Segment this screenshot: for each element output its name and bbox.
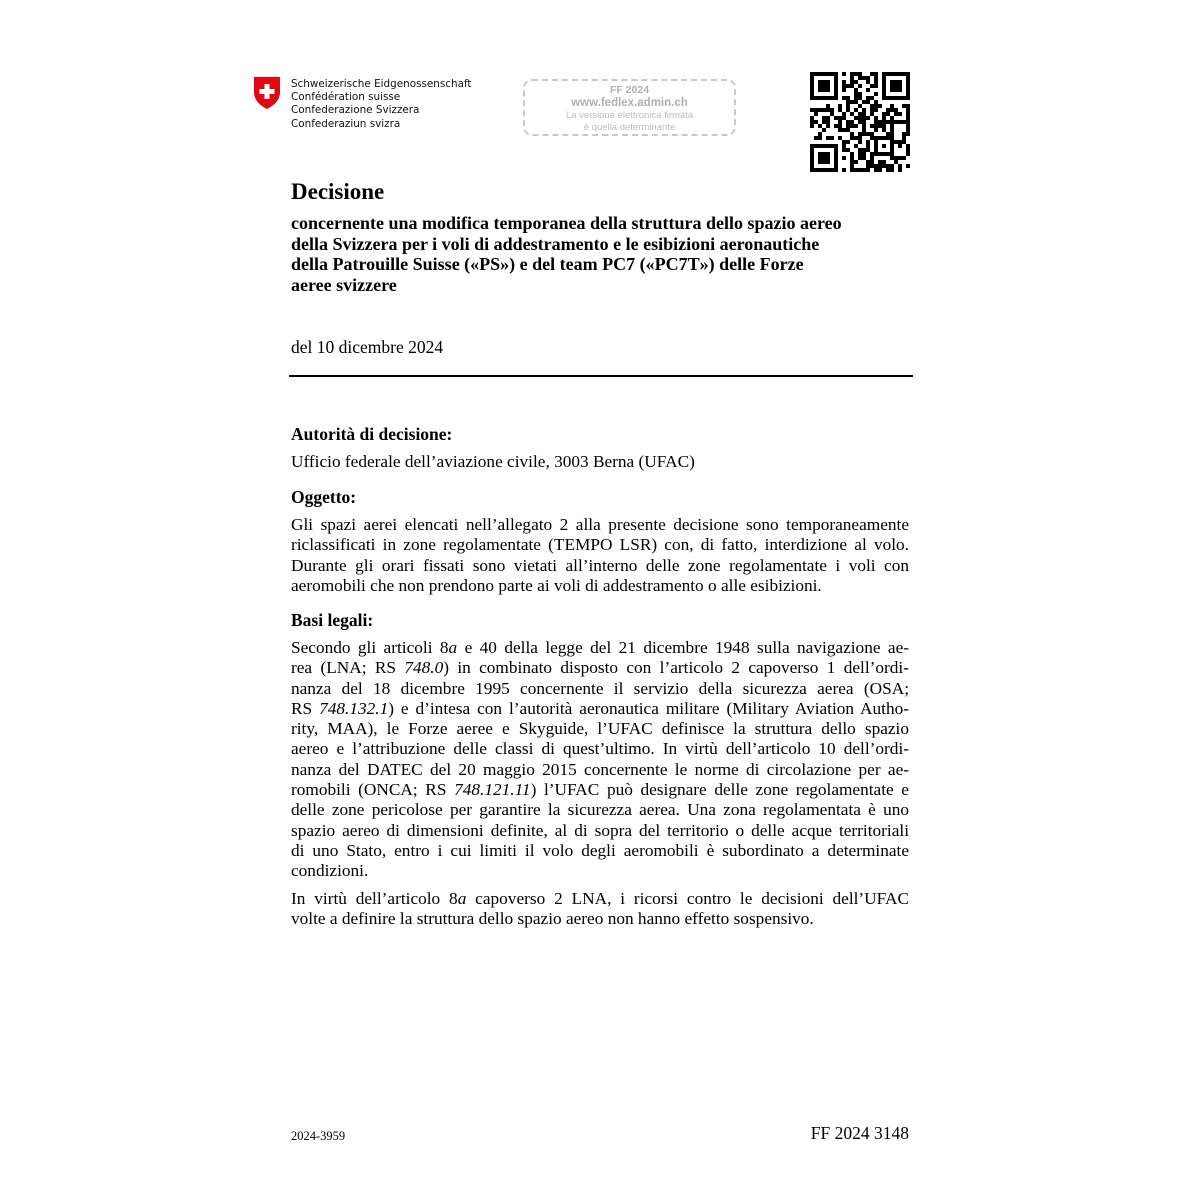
text-line: aeromobili che non prendono parte ai voli di addestramento o alle esibizioni.	[291, 575, 822, 595]
text-line: RS 748.132.1) e d’intesa con l’autorità aeronautica militare (Military Aviation Autho-	[291, 698, 909, 718]
document-number: 2024-3959	[291, 1129, 346, 1143]
text-line: delle zone pericolose per garantire la sicurezza aerea. Una zona regolamentata è uno	[291, 800, 909, 820]
stamp-line-4: è quella determinante	[583, 121, 676, 133]
subtitle-line: aeree svizzere	[291, 274, 397, 295]
subtitle-line: della Patrouille Suisse («PS») e del team PC7 («PC7T») delle Forze	[291, 254, 804, 274]
stamp-line-3: La versione elettronica firmata	[565, 110, 694, 121]
confederation-name-fr: Confédération suisse	[291, 91, 401, 104]
text-line: Secondo gli articoli 8a e 40 della legge del 21 dicembre 1948 sulla navigazione ae-	[291, 638, 909, 657]
document-title: Decisione	[291, 179, 385, 204]
authority-line: Ufficio federale dell’aviazione civile, 3003 Berna (UFAC)	[291, 452, 695, 471]
text-line: romobili (ONCA; RS 748.121.11) l’UFAC può designare delle zone regolamentate e	[291, 780, 909, 800]
text-line: In virtù dell’articolo 8a capoverso 2 LNA, i ricorsi contro le decisioni dell’UFAC	[291, 889, 909, 908]
legal-basis-heading: Basi legali:	[291, 610, 374, 630]
subtitle-line: concernente una modifica temporanea della struttura dello spazio aereo	[291, 213, 842, 233]
document-subtitle	[291, 213, 931, 295]
title-divider	[289, 375, 913, 377]
stamp-line-1: FF 2024	[609, 84, 650, 96]
confederation-names	[291, 78, 472, 131]
confederation-name-rm: Confederaziun svizra	[291, 117, 401, 130]
text-line: Gli spazi aerei elencati nell’allegato 2 alla presente decisione sono temporaneamente	[291, 515, 909, 534]
text-line: riclassificati in zone regolamentate (TEMPO LSR) con, di fatto, interdizione al volo.	[291, 535, 909, 555]
subject-heading: Oggetto:	[291, 487, 357, 507]
legal-basis-paragraph-2	[291, 889, 909, 930]
document-date: del 10 dicembre 2024	[291, 337, 444, 357]
qr-code-icon	[810, 72, 910, 172]
authority-heading: Autorità di decisione:	[291, 424, 453, 444]
text-line: spazio aereo di dimensioni definite, al di sopra del territorio o delle acque territoriali	[291, 820, 909, 840]
subject-text	[291, 515, 909, 596]
signature-stamp	[523, 79, 736, 136]
confederation-name-de: Schweizerische Eidgenossenschaft	[291, 78, 472, 90]
authority-text	[291, 452, 909, 472]
legal-basis-paragraph-1	[291, 638, 909, 882]
text-line: rea (LNA; RS 748.0) in combinato disposto con l’articolo 2 capoverso 1 dell’ordi-	[291, 658, 909, 678]
swiss-coat-of-arms-icon	[253, 76, 281, 110]
stamp-line-2: www.fedlex.admin.ch	[571, 97, 688, 109]
text-line: nanza del DATEC del 20 maggio 2015 concernente le norme di circolazione per ae-	[291, 759, 909, 779]
text-line: volte a definire la struttura dello spazio aereo non hanno effetto sospensivo.	[291, 909, 814, 929]
text-line: condizioni.	[291, 861, 369, 881]
text-line: aereo e l’attribuzione delle classi di quest’ultimo. In virtù dell’articolo 10 dell’ordi-	[291, 739, 909, 759]
publication-reference: FF 2024 3148	[810, 1123, 909, 1143]
confederation-name-it: Confederazione Svizzera	[291, 104, 420, 117]
text-line: rity, MAA), le Forze aeree e Skyguide, l’UFAC definisce la struttura dello spazio	[291, 719, 909, 739]
text-line: Durante gli orari fissati sono vietati all’interno delle zone regolamentate i voli con	[291, 555, 909, 575]
text-line: nanza del 18 dicembre 1995 concernente il servizio della sicurezza aerea (OSA;	[291, 678, 909, 698]
text-line: di uno Stato, entro i cui limiti il volo degli aeromobili è subordinato a determinate	[291, 840, 909, 860]
subtitle-line: della Svizzera per i voli di addestramento e le esibizioni aeronautiche	[291, 233, 820, 254]
